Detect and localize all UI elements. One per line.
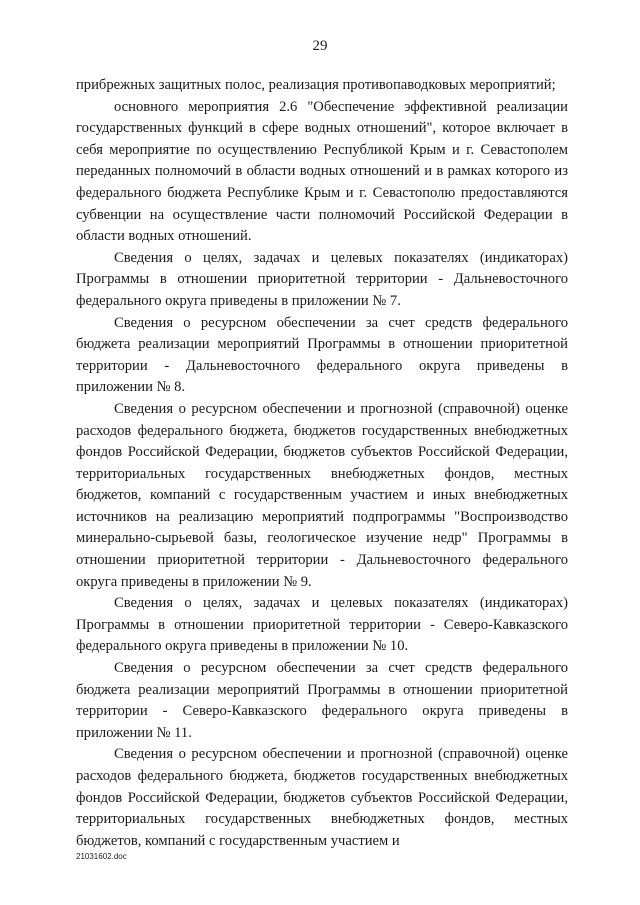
document-body bbox=[76, 75, 568, 852]
paragraph: Сведения о ресурсном обеспечении и прогнозной (справочной) оценке расходов федерального бюджета, бюджетов государственных внебюджетных фондов Российской Федерации, бюджетов субъектов Российской Федерации, территориальных государственных внебюджетных фондов, местных бюджетов, компаний с государственным участием и иных внебюджетных источников на реализацию мероприятий подпрограммы "Воспроизводство минерально-сырьевой базы, геологическое изучение недр" Программы в отношении приоритетной территории - Дальневосточного федерального округа приведены в приложении № 9. bbox=[76, 400, 568, 590]
paragraph-continued: прибрежных защитных полос, реализация противопаводковых мероприятий; bbox=[76, 77, 556, 93]
paragraph: основного мероприятия 2.6 "Обеспечение эффективной реализации государственных функций в сфере водных отношений", которое включает в себя мероприятие по осуществлению Республикой Крым и г. Севастополем переданных полномочий в области водных отношений и в рамках которого из федерального бюджета Республике Крым и г. Севастополю предоставляются субвенции на осуществление части полномочий Российской Федерации в области водных отношений. bbox=[76, 98, 568, 245]
paragraph: Сведения о ресурсном обеспечении и прогнозной (справочной) оценке расходов федерального бюджета, бюджетов государственных внебюджетных фондов Российской Федерации, бюджетов субъектов Российской Федерации, территориальных государственных внебюджетных фондов, местных бюджетов, компаний с государственным участием и bbox=[76, 746, 568, 849]
paragraph: Сведения о ресурсном обеспечении за счет средств федерального бюджета реализации мероприятий Программы в отношении приоритетной территории - Северо-Кавказского федерального округа приведены в приложении № 11. bbox=[76, 660, 568, 741]
document-file-reference: 21031602.doc bbox=[76, 852, 127, 861]
paragraph: Сведения о ресурсном обеспечении за счет средств федерального бюджета реализации мероприятий Программы в отношении приоритетной территории - Дальневосточного федерального округа приведены в приложении № 8. bbox=[76, 314, 568, 396]
paragraph: Сведения о целях, задачах и целевых показателях (индикаторах) Программы в отношении приоритетной территории - Дальневосточного федерального округа приведены в приложении № 7. bbox=[76, 249, 568, 309]
page-number: 29 bbox=[312, 38, 328, 54]
paragraph: Сведения о целях, задачах и целевых показателях (индикаторах) Программы в отношении приоритетной территории - Северо-Кавказского федерального округа приведены в приложении № 10. bbox=[76, 595, 568, 655]
